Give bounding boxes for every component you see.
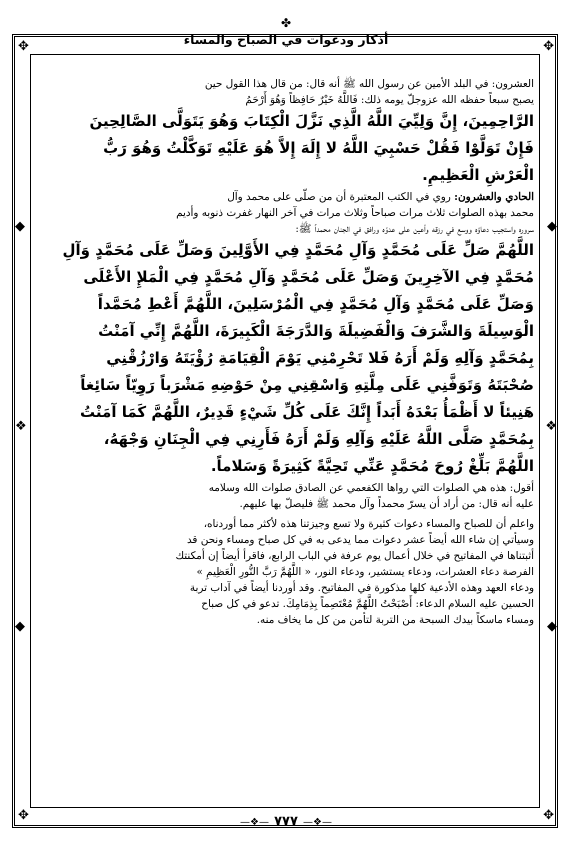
corner-ornament-icon: ✥ (543, 39, 554, 54)
line-text: روي في الكتب المعتبرة أن من صلّى على محمد وآل (227, 191, 455, 203)
supplication-line (38, 453, 534, 480)
line-text: واعلم أن للصباح والمساء دعوات كثيرة ولا تسع وجيزتنا هذه لأكثر مما أوردناه، (203, 518, 534, 530)
supplication-line (38, 318, 534, 345)
text-line (38, 564, 534, 580)
section-heading: الحادي والعشرون: (454, 191, 534, 203)
text-line (38, 92, 534, 108)
side-ornament-icon: ◆ (547, 219, 557, 234)
text-line (38, 580, 534, 596)
supplication-line (38, 264, 534, 291)
line-text: أثبتناها في المفاتيح في خلال أعمال يوم عرفة في الباب الرابع، فاقرأ أيضاً إن أمكنتك (175, 550, 534, 562)
text-line (38, 612, 534, 628)
line-text: بِمُحَمَّدٍ وَآلِهِ وَلَمْ أَرَهُ فَلا تَحْرِمْنِي يَوْمَ الْقِيَامَةِ رُؤْيَتَهُ وَارْزُقْنِي (106, 349, 534, 367)
line-text: أقول: هذه هي الصلوات التي رواها الكفعمي عن الصادق صلوات الله وسلامه (208, 482, 534, 494)
side-ornament-icon: ◆ (547, 619, 557, 634)
line-text: اللَّهُمَّ بَلِّغْ رُوحَ مُحَمَّدٍ عَنِّي تَحِيَّةً كَثِيرَةً وَسَلاماً. (210, 457, 534, 475)
corner-ornament-icon: ✥ (18, 39, 29, 54)
page-footer (0, 810, 572, 829)
text-line (38, 205, 534, 221)
corner-ornament-icon: ✥ (543, 808, 554, 823)
footer-ornament-icon: —❖— (240, 817, 269, 828)
supplication-line (38, 162, 534, 189)
supplication-line (38, 372, 534, 399)
supplication-line (38, 108, 534, 135)
line-text: عليه أنه قال: من أراد أن يسرّ محمداً وآل محمد ﷺ فليصلّ بها عليهم. (239, 498, 534, 510)
text-line (38, 548, 534, 564)
line-text: الفرصة دعاء العشرات، ودعاء يستشير، ودعاء النور، « اللَّهُمَّ رَبَّ النُّورِ الْعَظِيمِ » (196, 566, 534, 578)
line-text: الْعَرْشِ الْعَظِيمِ. (422, 166, 534, 184)
line-text: مُحَمَّدٍ فِي الآخِرِينَ وَصَلِّ عَلَى مُحَمَّدٍ وَآلِ مُحَمَّدٍ فِي الْمَلإِ الأَعْلَى (83, 268, 534, 286)
side-ornament-icon: ◆ (15, 219, 25, 234)
line-text: الحسين عليه السلام الدعاء: أَصْبَحْتُ اللَّهُمَّ مُعْتَصِماً بِذِمَامِكَ. تدعو في كل صباح (201, 598, 534, 610)
footer-ornament-icon: —❖— (303, 817, 332, 828)
line-text: وَصَلِّ عَلَى مُحَمَّدٍ وَآلِ مُحَمَّدٍ فِي الْمُرْسَلِينَ، اللَّهُمَّ أَعْطِ مُحَمَّداً (97, 295, 534, 313)
supplication-line (38, 135, 534, 162)
line-text: ومساء ماسكاً بيدك السبحة من التربة لتأمن من كل ما يخاف منه. (256, 614, 534, 626)
page-body (38, 76, 534, 628)
text-line (38, 189, 534, 205)
line-text: هَنِيئاً لا أَظْمَأُ بَعْدَهُ أَبَداً إِنَّكَ عَلَى كُلِّ شَيْءٍ قَدِيرٌ، اللَّهُمَّ كَمَا آمَنْتُ (80, 403, 534, 421)
text-line (38, 76, 534, 92)
line-text: سروره واستجيب دعاؤه ووسع في رزقه وأعين على عدوّه ورافق في الجنان محمداً ﷺ: (295, 223, 534, 235)
side-ornament-icon: ◆ (15, 619, 25, 634)
text-line (38, 221, 534, 237)
supplication-line (38, 399, 534, 426)
line-text: فَإِنْ تَوَلَّوْا فَقُلْ حَسْبِيَ اللَّهُ لا إِلَهَ إِلاَّ هُوَ عَلَيْهِ تَوَكَّلْتُ وَهُوَ رَبُّ (103, 139, 534, 157)
supplication-line (38, 426, 534, 453)
line-text: يصبح سبعاً حفظه الله عزوجلّ يومه ذلك: فَاللَّهُ خَيْرٌ حَافِظاً وَهُوَ أَرْحَمُ (245, 94, 534, 106)
page-header (60, 16, 512, 52)
supplication-line (38, 291, 534, 318)
top-ornament-icon: ✤ (280, 16, 292, 30)
side-ornament-icon: ❖ (15, 419, 27, 434)
text-line (38, 516, 534, 532)
page-title: أذكار ودعوات في الصباح والمساء (183, 32, 389, 47)
text-line (38, 496, 534, 512)
line-text: اللَّهُمَّ صَلِّ عَلَى مُحَمَّدٍ وَآلِ مُحَمَّدٍ فِي الأَوَّلِينَ وَصَلِّ عَلَى مُحَمَّدٍ وَآلِ (62, 241, 534, 259)
line-text: العشرون: في البلد الأمين عن رسول الله ﷺ أنه قال: من قال هذا القول حين (204, 78, 534, 90)
line-text: محمد بهذه الصلوات ثلاث مرات صباحاً وثلاث مرات في آخر النهار غفرت ذنوبه وأديم (176, 207, 534, 219)
side-ornament-icon: ❖ (545, 419, 557, 434)
text-line (38, 596, 534, 612)
line-text: الرَّاحِمِينَ، إِنَّ وَلِيِّيَ اللَّهُ الَّذِي نَزَّلَ الْكِتَابَ وَهُوَ يَتَوَلَّى الصَّالِحِينَ (89, 112, 534, 130)
text-line (38, 480, 534, 496)
line-text: الْوَسِيلَةَ وَالشَّرَفَ وَالْفَضِيلَةَ وَالدَّرَجَةَ الْكَبِيرَةَ، اللَّهُمَّ إِنِّي آمَنْتُ (98, 322, 534, 340)
line-text: وسيأتي إن شاء الله أيضاً عشر دعوات مما يدعى به في كل صباح ومساء ونحن قد (186, 534, 534, 546)
supplication-line (38, 237, 534, 264)
corner-ornament-icon: ✥ (18, 808, 29, 823)
page-number: ٧٧٧ (274, 814, 298, 829)
text-line (38, 532, 534, 548)
line-text: صُحْبَتَهُ وَتَوَفَّنِي عَلَى مِلَّتِهِ وَاسْقِنِي مِنْ حَوْضِهِ مَشْرَباً رَوِيّاً سَائِغاً (80, 376, 534, 394)
supplication-line (38, 345, 534, 372)
line-text: بِمُحَمَّدٍ صَلَّى اللَّهُ عَلَيْهِ وَآلِهِ وَلَمْ أَرَهُ فَأَرِنِي فِي الْجِنَانِ وَجْهَهُ، (103, 430, 534, 448)
line-text: ودعاء العهد وهذه الأدعية كلها مذكورة في المفاتيح. وقد أوردنا أيضاً في آداب تربة (189, 582, 534, 594)
